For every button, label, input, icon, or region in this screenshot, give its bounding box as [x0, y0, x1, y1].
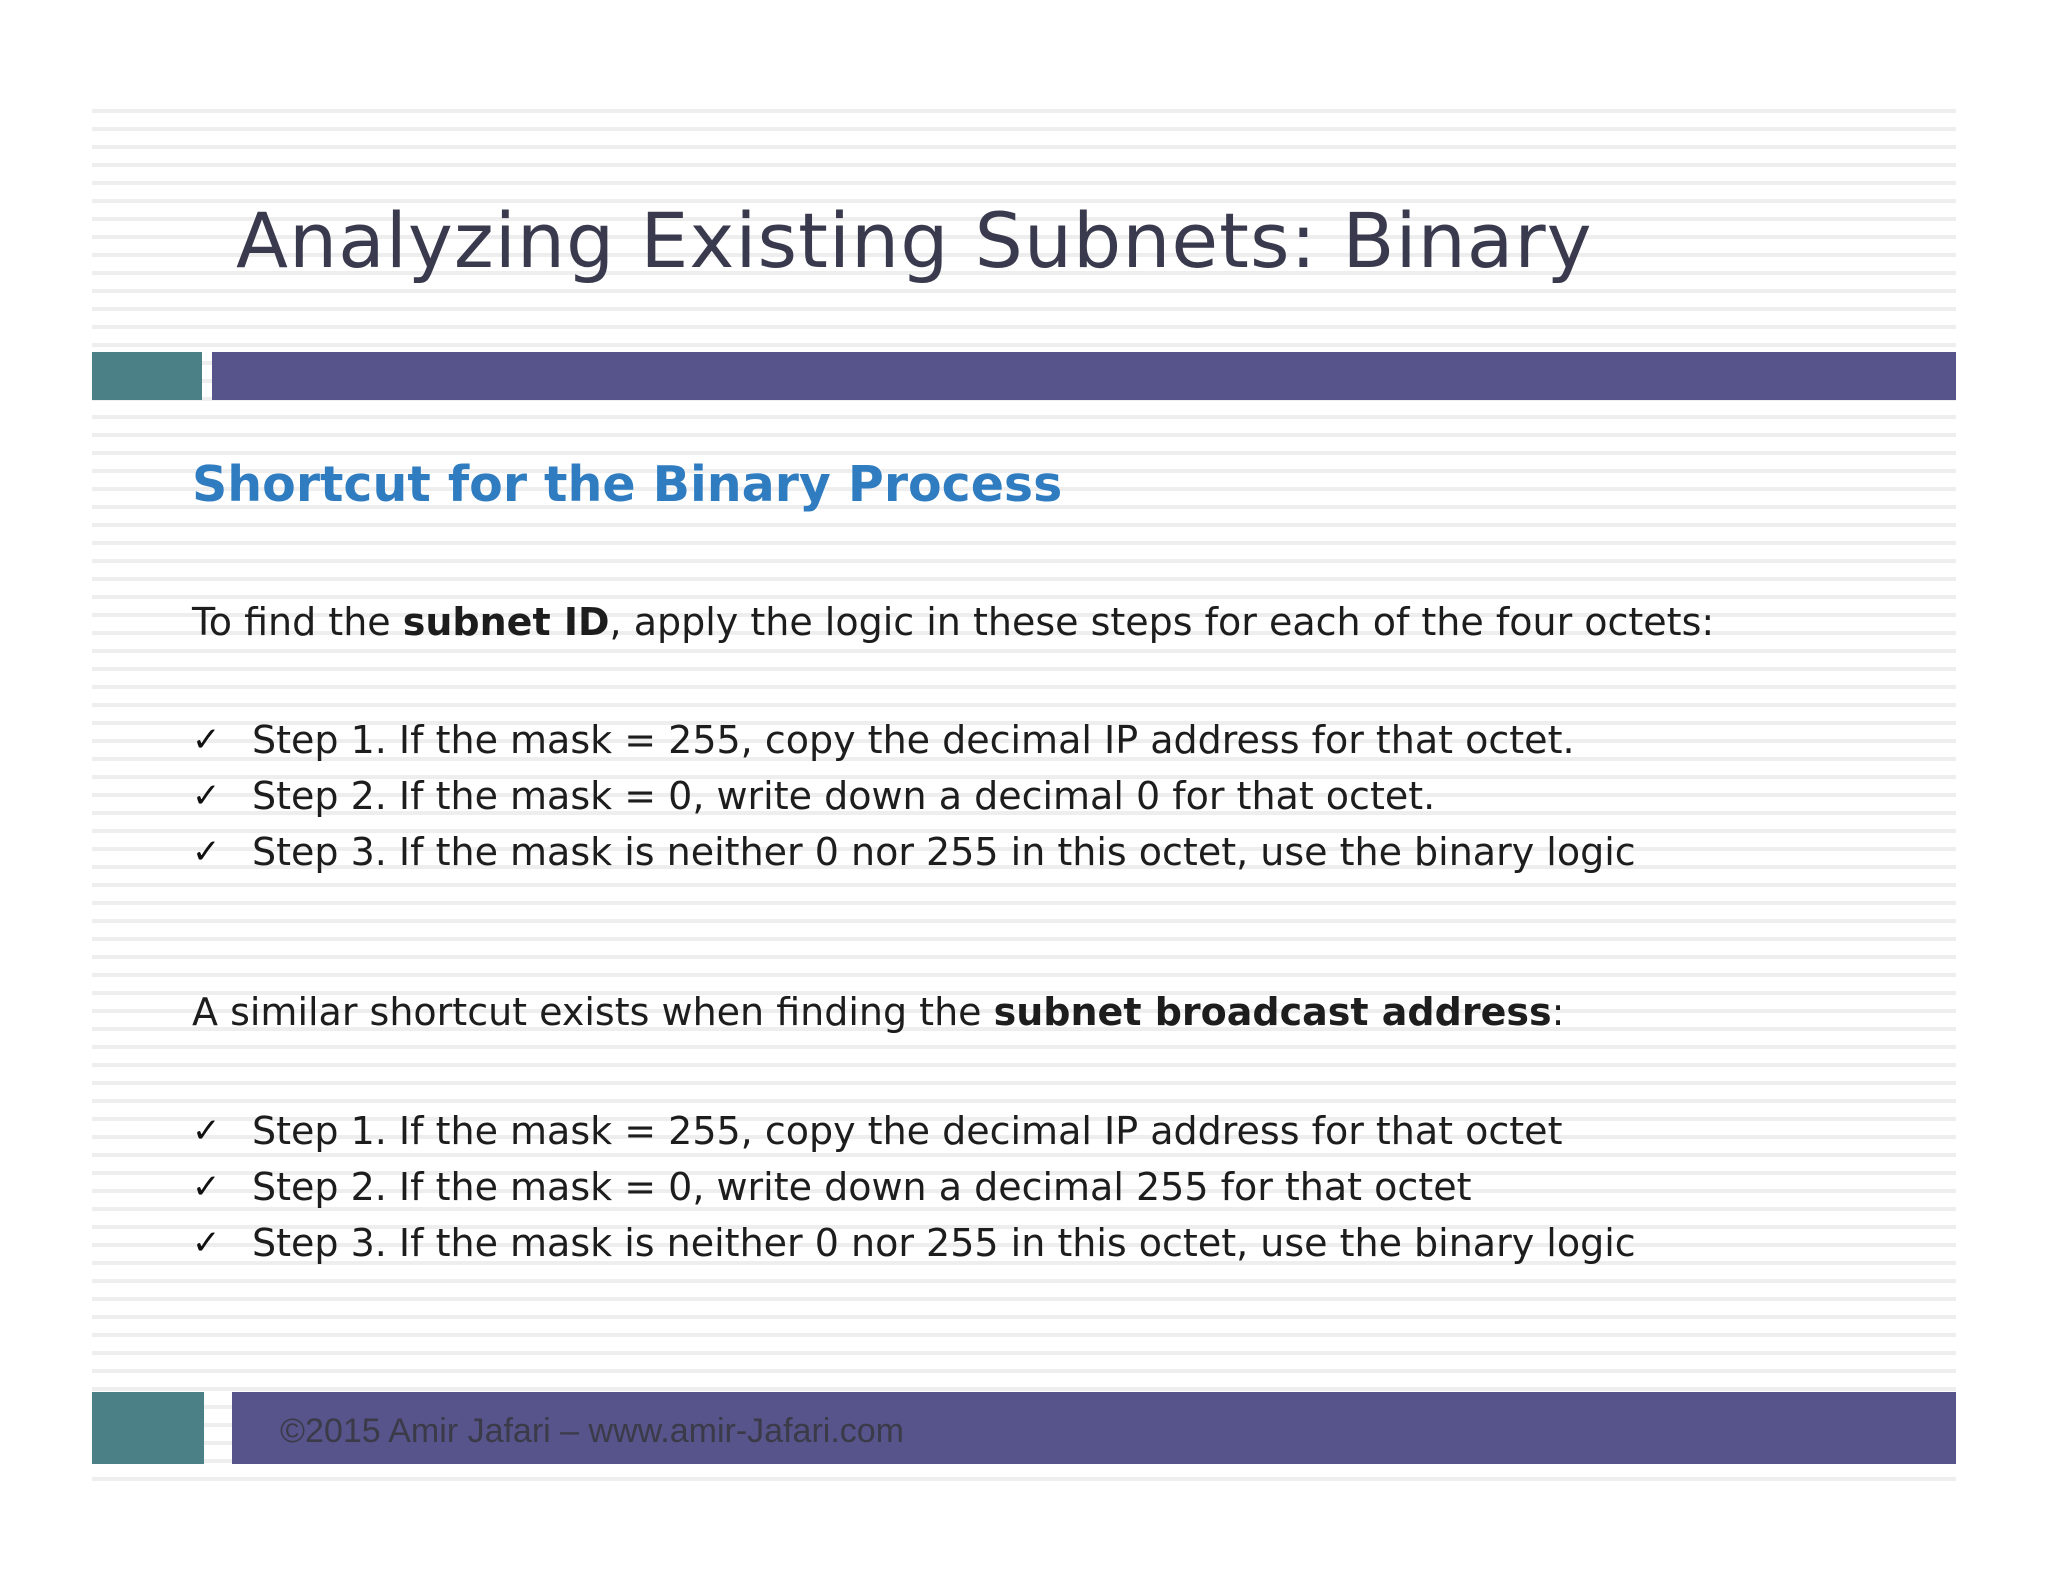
- step-text: Step 3. If the mask is neither 0 nor 255 in this octet, use the binary logic: [252, 830, 1636, 874]
- subnet-id-steps: [192, 712, 1636, 880]
- broadcast-intro: [192, 990, 1564, 1034]
- list-item: [192, 1159, 1636, 1215]
- footer-accent-square: [92, 1392, 204, 1464]
- header-accent-square: [92, 352, 202, 400]
- intro-text: , apply the logic in these steps for each of the four octets:: [609, 600, 1715, 644]
- broadcast-steps: [192, 1103, 1636, 1271]
- header-accent-bar: [212, 352, 1956, 400]
- check-icon: ✓: [192, 1223, 221, 1263]
- check-icon: ✓: [192, 720, 221, 760]
- step-text: Step 3. If the mask is neither 0 nor 255 in this octet, use the binary logic: [252, 1221, 1636, 1265]
- list-item: [192, 768, 1636, 824]
- check-icon: ✓: [192, 832, 221, 872]
- step-text: Step 2. If the mask = 0, write down a decimal 255 for that octet: [252, 1165, 1472, 1209]
- check-icon: ✓: [192, 776, 221, 816]
- subnet-id-intro: [192, 600, 1714, 644]
- list-item: [192, 1215, 1636, 1271]
- step-text: Step 1. If the mask = 255, copy the decimal IP address for that octet: [252, 1109, 1563, 1153]
- intro-text: To find the: [192, 600, 403, 644]
- intro-text: :: [1551, 990, 1565, 1034]
- intro-text: A similar shortcut exists when finding the: [192, 990, 994, 1034]
- list-item: [192, 712, 1636, 768]
- footer-copyright: ©2015 Amir Jafari – www.amir-Jafari.com: [280, 1412, 905, 1450]
- slide-title: Analyzing Existing Subnets: Binary: [236, 196, 1593, 285]
- intro-bold-term: subnet broadcast address: [993, 990, 1552, 1034]
- step-text: Step 1. If the mask = 255, copy the decimal IP address for that octet.: [252, 718, 1575, 762]
- list-item: [192, 824, 1636, 880]
- check-icon: ✓: [192, 1111, 221, 1151]
- list-item: [192, 1103, 1636, 1159]
- intro-bold-term: subnet ID: [402, 600, 610, 644]
- check-icon: ✓: [192, 1167, 221, 1207]
- slide-subtitle: Shortcut for the Binary Process: [192, 456, 1063, 513]
- step-text: Step 2. If the mask = 0, write down a decimal 0 for that octet.: [252, 774, 1436, 818]
